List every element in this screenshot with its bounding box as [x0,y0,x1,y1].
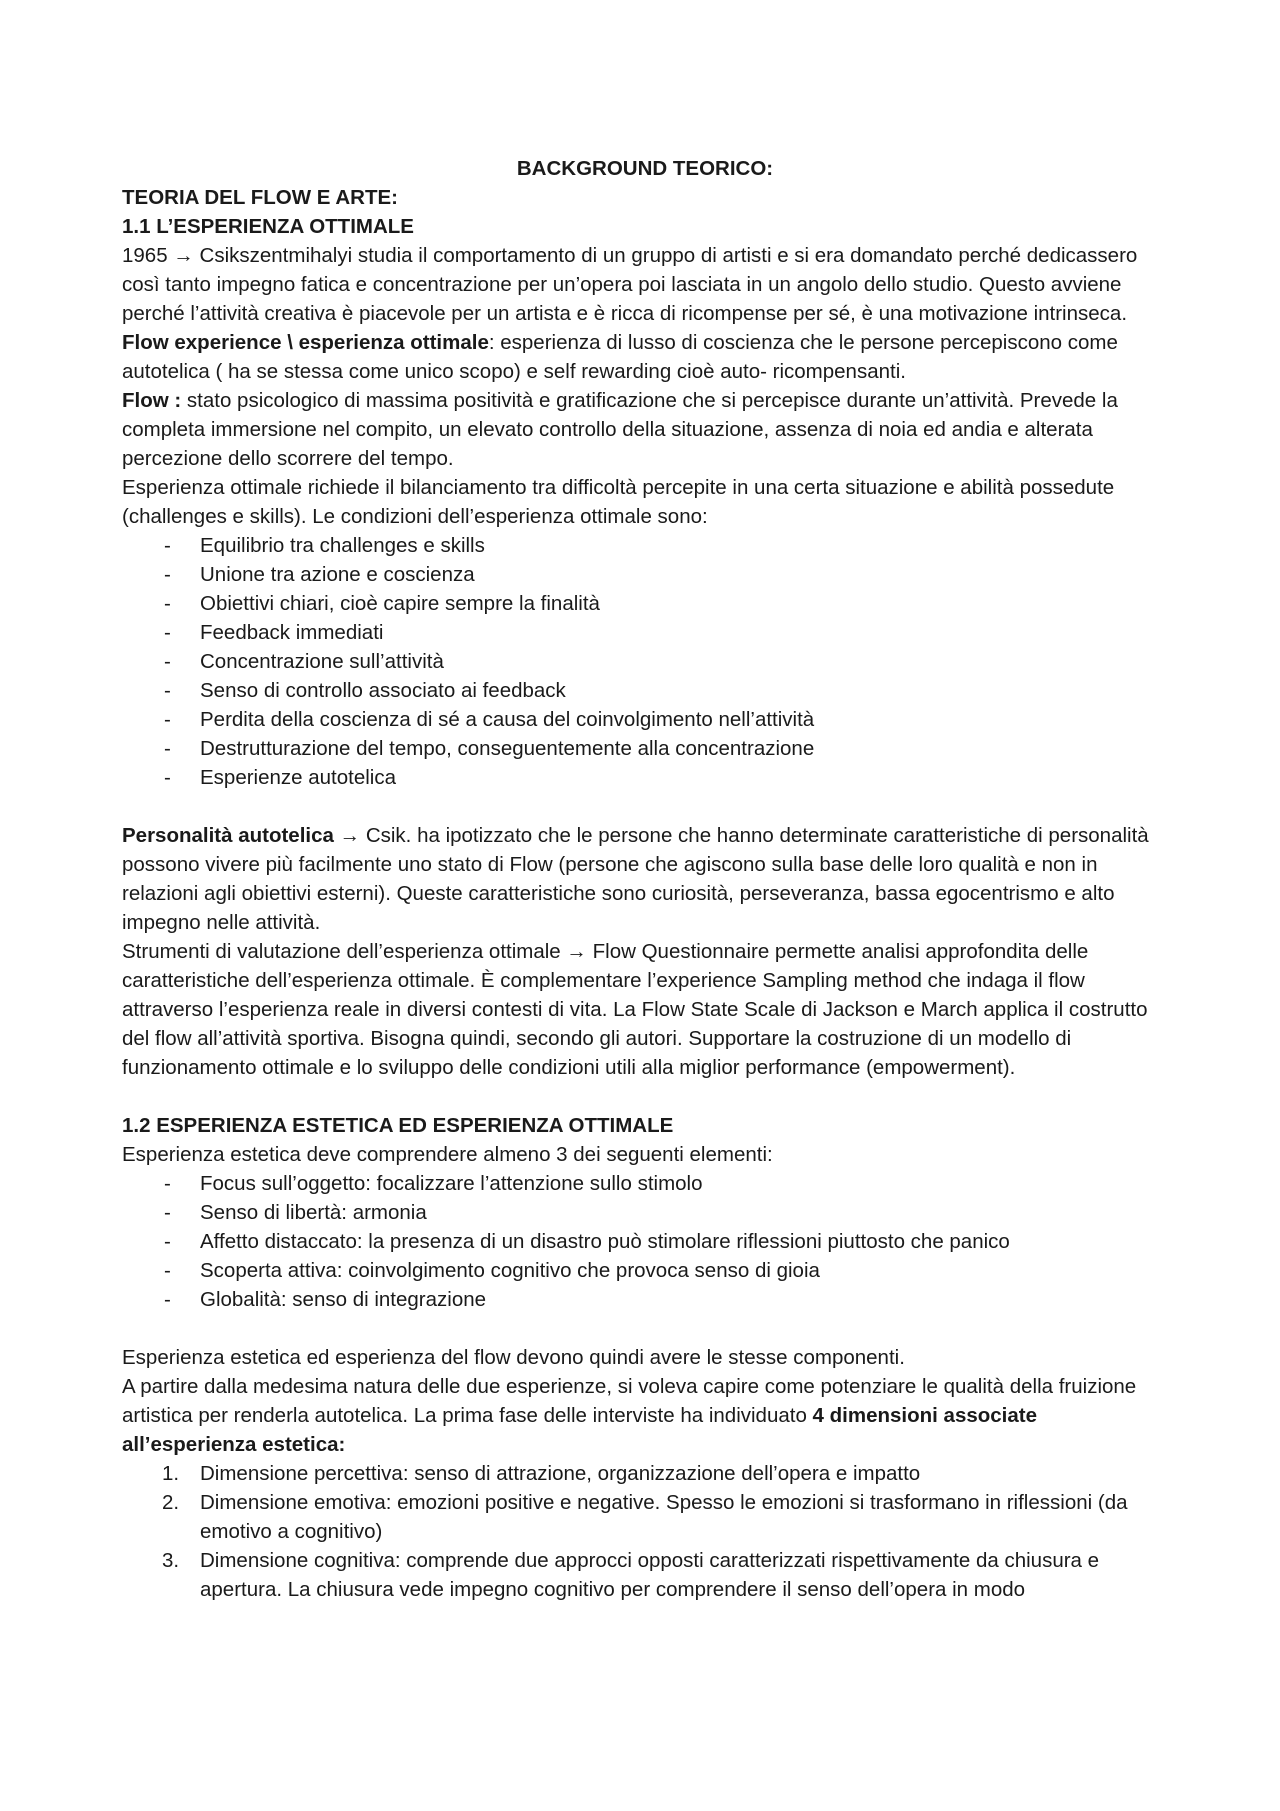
paragraph-1965 [122,241,1168,328]
spacer [122,792,1168,821]
paragraph-dimensions-intro [122,1372,1168,1459]
elements-list [122,1169,1168,1314]
spacer [122,1314,1168,1343]
bold-text: 4 dimensioni associate all’esperienza estetica: [122,1404,1037,1456]
list-item: - Concentrazione sull’attività [122,647,1168,676]
list-item: - Destrutturazione del tempo, conseguentemente alla concentrazione [122,734,1168,763]
subsection-heading-1-1: 1.1 L’ESPERIENZA OTTIMALE [122,215,414,238]
term: Flow : [122,389,182,412]
list-item: - Perdita della coscienza di sé a causa del coinvolgimento nell’attività [122,705,1168,734]
list-item: - Unione tra azione e coscienza [122,560,1168,589]
list-text: Dimensione emotiva: emozioni positive e negative. Spesso le emozioni si trasformano in riflessioni (da emotivo a cognitivo) [200,1491,1128,1543]
term: Flow experience \ esperienza ottimale [122,331,489,354]
paragraph-text: Strumenti di valutazione dell’esperienza ottimale [122,940,561,963]
paragraph-text: stato psicologico di massima positività e gratificazione che si percepisce durante un’attività. Prevede la completa immersione nel compito, un elevato controllo della situazione, assenza di noia ed andia e alterata percezione dello scorrere del tempo. [122,389,1118,470]
arrow-icon: → [339,824,361,847]
paragraph-components: Esperienza estetica ed esperienza del flow devono quindi avere le stesse componenti. [122,1346,905,1369]
list-item: - Esperienze autotelica [122,763,1168,792]
list-item [122,1546,1168,1604]
list-item: - Globalità: senso di integrazione [122,1285,1168,1314]
paragraph-flow-experience [122,328,1168,386]
subsection-heading-1-2: 1.2 ESPERIENZA ESTETICA ED ESPERIENZA OTTIMALE [122,1114,674,1137]
paragraph-conditions-intro: Esperienza ottimale richiede il bilanciamento tra difficoltà percepite in una certa situazione e abilità possedute (challenges e skills). Le condizioni dell’esperienza ottimale sono: [122,476,1115,528]
paragraph-strumenti [122,937,1168,1082]
arrow-icon: → [566,940,587,963]
list-item [122,1488,1168,1546]
conditions-list [122,531,1168,792]
list-item: - Senso di controllo associato ai feedback [122,676,1168,705]
list-item: - Affetto distaccato: la presenza di un disastro può stimolare riflessioni piuttosto che panico [122,1227,1168,1256]
dimensions-list [122,1459,1168,1604]
spacer [122,1082,1168,1111]
list-item [122,1459,1168,1488]
term: Personalità autotelica [122,824,334,847]
paragraph-elements-intro: Esperienza estetica deve comprendere almeno 3 dei seguenti elementi: [122,1143,773,1166]
paragraph-text: Flow Questionnaire permette analisi approfondita delle caratteristiche dell’esperienza ottimale. È complementare l’experience Sampling method che indaga il flow attraverso l’esperienza reale in diversi contesti di vita. La Flow State Scale di Jackson e March applica il costrutto del flow all’attività sportiva. Bisogna quindi, secondo gli autori. Supportare la costruzione di un modello di funzionamento ottimale e lo sviluppo delle condizioni utili alla miglior performance (empowerment). [122,940,1148,1079]
list-item: - Focus sull’oggetto: focalizzare l’attenzione sullo stimolo [122,1169,1168,1198]
list-number: 3. [162,1549,180,1572]
list-item: - Feedback immediati [122,618,1168,647]
list-number: 2. [162,1491,180,1514]
paragraph-text: A partire dalla medesima natura delle due esperienze, si voleva capire come potenziare le qualità della fruizione artistica per renderla autotelica. La prima fase delle interviste ha individuato [122,1375,1137,1427]
list-item: - Scoperta attiva: coinvolgimento cognitivo che provoca senso di gioia [122,1256,1168,1285]
list-item: - Senso di libertà: armonia [122,1198,1168,1227]
year: 1965 [122,244,168,267]
arrow-icon: → [173,244,194,267]
document-title: BACKGROUND TEORICO: [516,157,774,180]
list-text: Dimensione percettiva: senso di attrazione, organizzazione dell’opera e impatto [200,1462,921,1485]
paragraph-flow [122,386,1168,473]
list-item: - Obiettivi chiari, cioè capire sempre la finalità [122,589,1168,618]
list-number: 1. [162,1462,180,1485]
paragraph-personalita [122,821,1168,937]
paragraph-text: : esperienza di lusso di coscienza che le persone percepiscono come autotelica ( ha se stessa come unico scopo) e self rewarding cioè auto- ricompensanti. [122,331,1118,383]
list-text: Dimensione cognitiva: comprende due approcci opposti caratterizzati rispettivamente da chiusura e apertura. La chiusura vede impegno cognitivo per comprendere il senso dell’opera in modo [200,1549,1100,1601]
paragraph-text: Csik. ha ipotizzato che le persone che hanno determinate caratteristiche di personalità possono vivere più facilmente uno stato di Flow (persone che agiscono sulla base delle loro qualità e non in relazioni agli obiettivi esterni). Queste caratteristiche sono curiosità, perseveranza, bassa egocentrismo e alto impegno nelle attività. [122,824,1149,934]
list-item: - Equilibrio tra challenges e skills [122,531,1168,560]
paragraph-text: Csikszentmihalyi studia il comportamento di un gruppo di artisti e si era domandato perché dedicassero così tanto impegno fatica e concentrazione per un’opera poi lasciata in un angolo dello studio. Questo avviene perché l’attività creativa è piacevole per un artista e è ricca di ricompense per sé, è una motivazione intrinseca. [122,244,1138,325]
section-heading: TEORIA DEL FLOW E ARTE: [122,186,398,209]
